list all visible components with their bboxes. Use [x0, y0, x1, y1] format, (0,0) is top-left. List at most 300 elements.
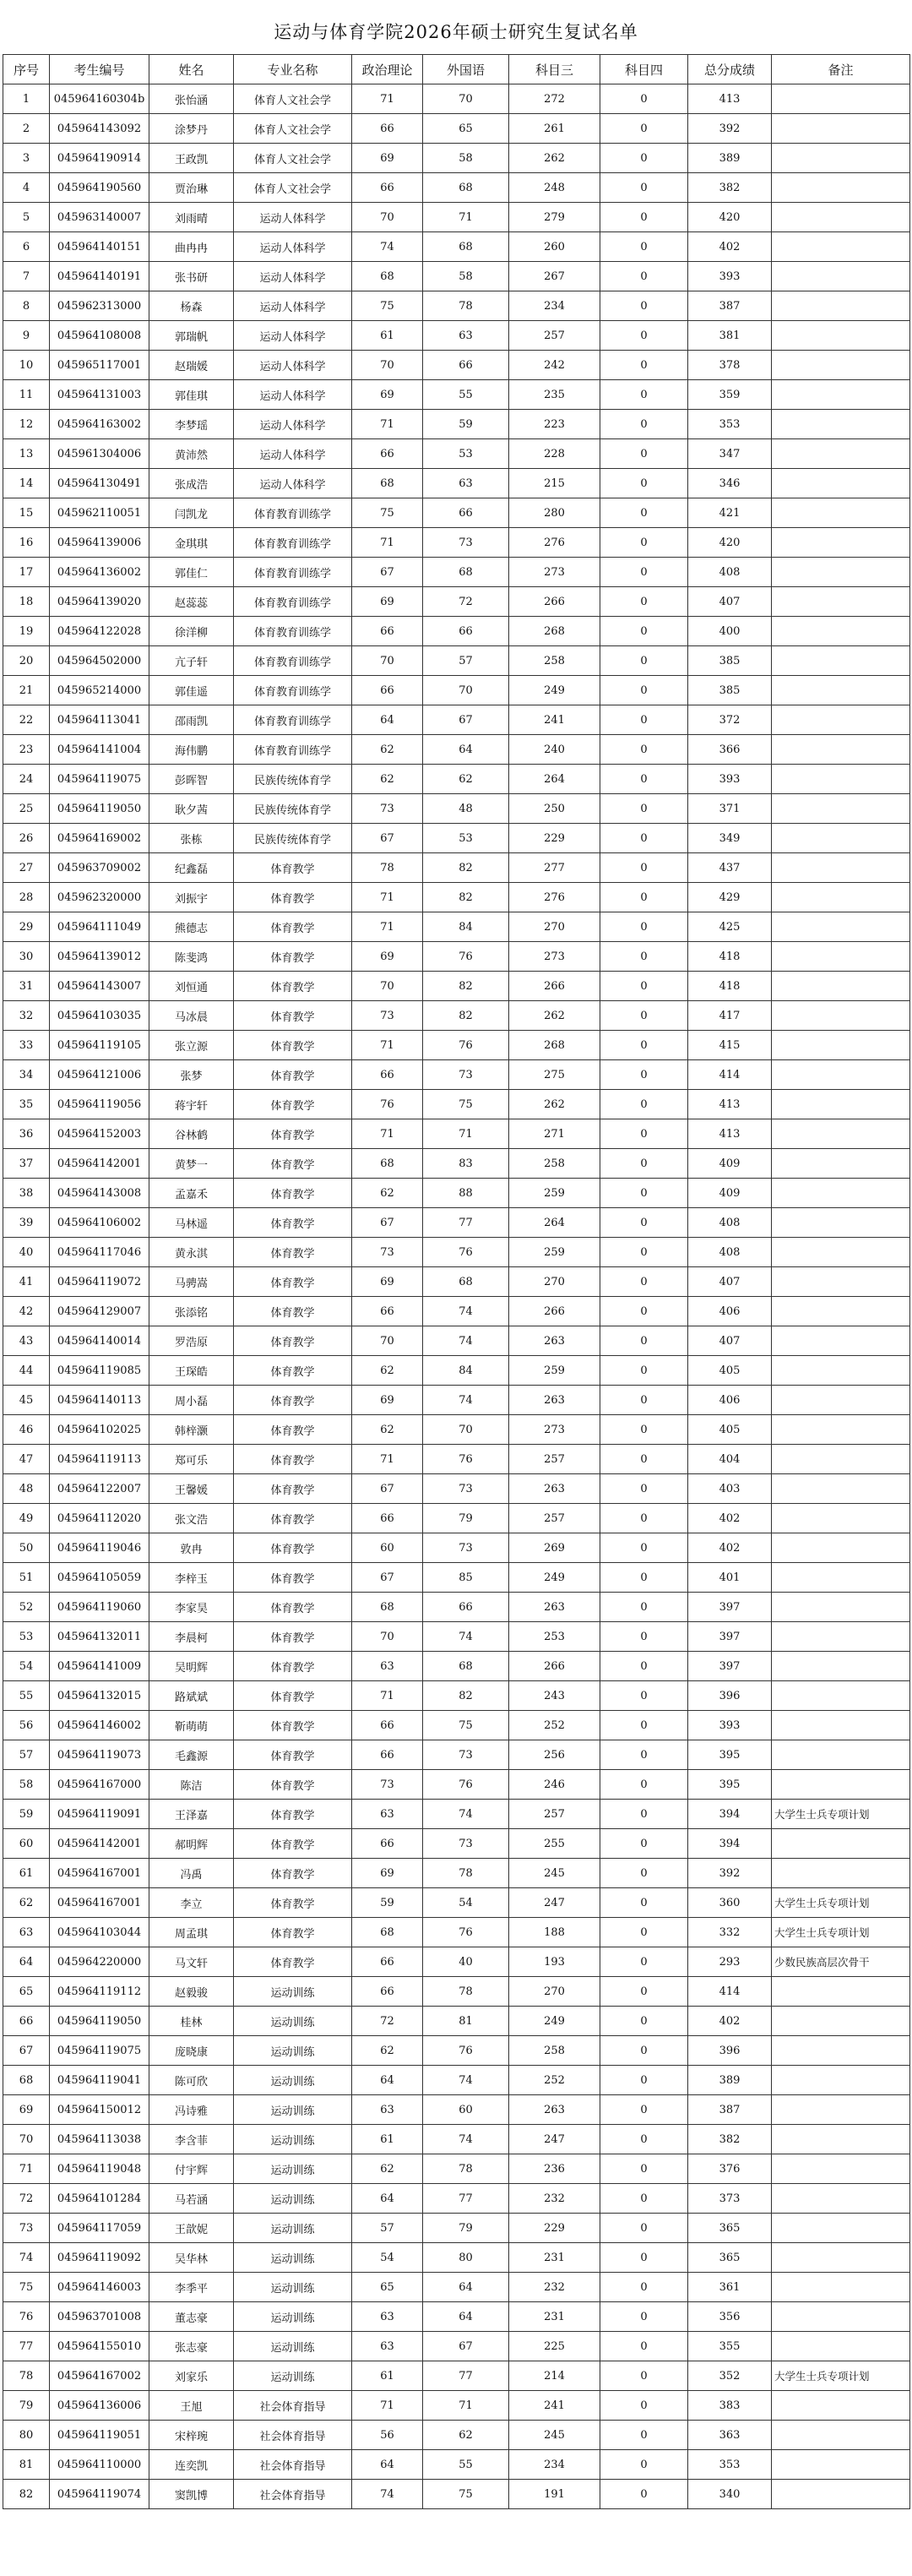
- subject-four-score: 0: [600, 617, 688, 646]
- major: 民族传统体育学: [234, 824, 352, 853]
- remarks: [772, 824, 910, 853]
- remarks: [772, 1770, 910, 1800]
- table-row: [3, 2302, 910, 2332]
- remarks: [772, 794, 910, 824]
- foreign-language-score: 85: [423, 1563, 509, 1593]
- table-row: [3, 617, 910, 646]
- politics-score: 62: [352, 2036, 423, 2066]
- total-score: 394: [688, 1829, 772, 1859]
- major: 运动人体科学: [234, 469, 352, 498]
- major: 运动训练: [234, 2066, 352, 2095]
- foreign-language-score: 84: [423, 1356, 509, 1386]
- exam-id: 045964143092: [50, 114, 149, 144]
- total-score: 437: [688, 853, 772, 883]
- candidate-name: 敦冉: [149, 1533, 234, 1563]
- total-score: 346: [688, 469, 772, 498]
- subject-three-score: 264: [509, 765, 600, 794]
- total-score: 406: [688, 1386, 772, 1415]
- candidate-name: 吴华林: [149, 2243, 234, 2273]
- major: 运动训练: [234, 1977, 352, 2007]
- table-row: [3, 1326, 910, 1356]
- row-number: 55: [3, 1681, 50, 1711]
- politics-score: 69: [352, 1386, 423, 1415]
- row-number: 52: [3, 1593, 50, 1622]
- politics-score: 69: [352, 1859, 423, 1888]
- subject-four-score: 0: [600, 144, 688, 173]
- foreign-language-score: 70: [423, 84, 509, 114]
- exam-id: 045964113041: [50, 705, 149, 735]
- foreign-language-score: 82: [423, 1681, 509, 1711]
- candidate-name: 纪鑫磊: [149, 853, 234, 883]
- remarks: [772, 1149, 910, 1179]
- exam-id: 045964146003: [50, 2273, 149, 2302]
- subject-three-score: 229: [509, 824, 600, 853]
- major: 运动训练: [234, 2036, 352, 2066]
- table-row: [3, 144, 910, 173]
- table-row: [3, 1238, 910, 1267]
- subject-four-score: 0: [600, 410, 688, 439]
- foreign-language-score: 71: [423, 2391, 509, 2421]
- major: 体育教学: [234, 1800, 352, 1829]
- foreign-language-score: 64: [423, 2273, 509, 2302]
- candidate-name: 周孟琪: [149, 1918, 234, 1947]
- candidate-name: 赵蕊蕊: [149, 587, 234, 617]
- candidate-name: 海伟鹏: [149, 735, 234, 765]
- politics-score: 73: [352, 1770, 423, 1800]
- candidate-name: 张成浩: [149, 469, 234, 498]
- column-header: 序号: [3, 55, 50, 84]
- remarks: [772, 232, 910, 262]
- remarks: [772, 676, 910, 705]
- subject-four-score: 0: [600, 794, 688, 824]
- candidate-name: 刘恒通: [149, 972, 234, 1001]
- major: 运动人体科学: [234, 232, 352, 262]
- major: 体育教学: [234, 1740, 352, 1770]
- remarks: [772, 1504, 910, 1533]
- exam-id: 045964167000: [50, 1770, 149, 1800]
- row-number: 24: [3, 765, 50, 794]
- total-score: 340: [688, 2480, 772, 2509]
- candidate-name: 周小磊: [149, 1386, 234, 1415]
- total-score: 385: [688, 676, 772, 705]
- major: 体育教学: [234, 1652, 352, 1681]
- table-row: [3, 232, 910, 262]
- remarks: [772, 498, 910, 528]
- exam-id: 045964122007: [50, 1474, 149, 1504]
- exam-id: 045964121006: [50, 1060, 149, 1090]
- row-number: 62: [3, 1888, 50, 1918]
- total-score: 359: [688, 380, 772, 410]
- total-score: 366: [688, 735, 772, 765]
- candidate-name: 桂林: [149, 2007, 234, 2036]
- foreign-language-score: 68: [423, 558, 509, 587]
- foreign-language-score: 74: [423, 2125, 509, 2154]
- subject-three-score: 223: [509, 410, 600, 439]
- exam-id: 045963140007: [50, 203, 149, 232]
- major: 运动训练: [234, 2302, 352, 2332]
- total-score: 394: [688, 1800, 772, 1829]
- candidate-name: 宋梓琬: [149, 2421, 234, 2450]
- row-number: 75: [3, 2273, 50, 2302]
- subject-three-score: 264: [509, 1208, 600, 1238]
- total-score: 332: [688, 1918, 772, 1947]
- page-title: 运动与体育学院2026年硕士研究生复试名单: [274, 22, 638, 42]
- remarks: [772, 853, 910, 883]
- remarks: [772, 2184, 910, 2214]
- foreign-language-score: 74: [423, 2066, 509, 2095]
- remarks: [772, 410, 910, 439]
- table-body: [3, 84, 910, 2509]
- row-number: 22: [3, 705, 50, 735]
- politics-score: 71: [352, 1445, 423, 1474]
- subject-three-score: 255: [509, 1829, 600, 1859]
- candidate-name: 张书研: [149, 262, 234, 291]
- candidate-name: 张立源: [149, 1031, 234, 1060]
- subject-three-score: 262: [509, 144, 600, 173]
- subject-three-score: 267: [509, 262, 600, 291]
- remarks: [772, 1267, 910, 1297]
- exam-id: 045964101284: [50, 2184, 149, 2214]
- row-number: 28: [3, 883, 50, 912]
- row-number: 7: [3, 262, 50, 291]
- subject-four-score: 0: [600, 1149, 688, 1179]
- subject-three-score: 225: [509, 2332, 600, 2361]
- exam-id: 045961304006: [50, 439, 149, 469]
- subject-three-score: 263: [509, 1386, 600, 1415]
- remarks: [772, 1533, 910, 1563]
- table-row: [3, 2421, 910, 2450]
- major: 体育人文社会学: [234, 114, 352, 144]
- exam-id: 045964119091: [50, 1800, 149, 1829]
- remarks: [772, 558, 910, 587]
- politics-score: 74: [352, 2480, 423, 2509]
- remarks: [772, 1593, 910, 1622]
- row-number: 58: [3, 1770, 50, 1800]
- subject-three-score: 270: [509, 1977, 600, 2007]
- table-row: [3, 824, 910, 853]
- total-score: 408: [688, 558, 772, 587]
- row-number: 69: [3, 2095, 50, 2125]
- foreign-language-score: 79: [423, 2214, 509, 2243]
- subject-four-score: 0: [600, 1681, 688, 1711]
- exam-id: 045964122028: [50, 617, 149, 646]
- subject-four-score: 0: [600, 1267, 688, 1297]
- exam-id: 045962320000: [50, 883, 149, 912]
- exam-id: 045965214000: [50, 676, 149, 705]
- candidate-name: 谷林鹤: [149, 1119, 234, 1149]
- total-score: 405: [688, 1356, 772, 1386]
- total-score: 421: [688, 498, 772, 528]
- total-score: 383: [688, 2391, 772, 2421]
- subject-four-score: 0: [600, 2154, 688, 2184]
- foreign-language-score: 82: [423, 972, 509, 1001]
- row-number: 11: [3, 380, 50, 410]
- subject-four-score: 0: [600, 1533, 688, 1563]
- politics-score: 71: [352, 912, 423, 942]
- foreign-language-score: 74: [423, 1386, 509, 1415]
- politics-score: 64: [352, 2066, 423, 2095]
- subject-three-score: 275: [509, 1060, 600, 1090]
- row-number: 68: [3, 2066, 50, 2095]
- subject-three-score: 193: [509, 1947, 600, 1977]
- table-row: [3, 321, 910, 351]
- candidate-name: 李梓玉: [149, 1563, 234, 1593]
- table-row: [3, 1119, 910, 1149]
- major: 体育教学: [234, 1001, 352, 1031]
- table-row: [3, 1829, 910, 1859]
- major: 体育教学: [234, 1149, 352, 1179]
- foreign-language-score: 78: [423, 1859, 509, 1888]
- remarks: [772, 1356, 910, 1386]
- candidate-name: 陈斐鸿: [149, 942, 234, 972]
- candidate-name: 靳萌萌: [149, 1711, 234, 1740]
- foreign-language-score: 82: [423, 853, 509, 883]
- row-number: 5: [3, 203, 50, 232]
- candidate-name: 张文浩: [149, 1504, 234, 1533]
- foreign-language-score: 73: [423, 528, 509, 558]
- candidate-name: 黄永淇: [149, 1238, 234, 1267]
- candidate-name: 闫凯龙: [149, 498, 234, 528]
- exam-id: 045964110000: [50, 2450, 149, 2480]
- table-row: [3, 1888, 910, 1918]
- subject-three-score: 273: [509, 1415, 600, 1445]
- remarks: [772, 173, 910, 203]
- remarks: 大学生士兵专项计划: [772, 2361, 910, 2391]
- subject-four-score: 0: [600, 1593, 688, 1622]
- foreign-language-score: 67: [423, 2332, 509, 2361]
- major: 体育教学: [234, 1859, 352, 1888]
- total-score: 356: [688, 2302, 772, 2332]
- politics-score: 66: [352, 439, 423, 469]
- exam-id: 045964139012: [50, 942, 149, 972]
- column-header: 姓名: [149, 55, 234, 84]
- subject-four-score: 0: [600, 2421, 688, 2450]
- remarks: [772, 1445, 910, 1474]
- major: 体育教学: [234, 1179, 352, 1208]
- row-number: 71: [3, 2154, 50, 2184]
- subject-four-score: 0: [600, 114, 688, 144]
- remarks: [772, 1090, 910, 1119]
- table-row: [3, 1386, 910, 1415]
- foreign-language-score: 83: [423, 1149, 509, 1179]
- remarks: [772, 1386, 910, 1415]
- exam-id: 045964139020: [50, 587, 149, 617]
- foreign-language-score: 58: [423, 262, 509, 291]
- remarks: [772, 1829, 910, 1859]
- subject-three-score: 252: [509, 1711, 600, 1740]
- politics-score: 68: [352, 1149, 423, 1179]
- total-score: 409: [688, 1149, 772, 1179]
- exam-id: 045964129007: [50, 1297, 149, 1326]
- row-number: 25: [3, 794, 50, 824]
- remarks: [772, 2154, 910, 2184]
- politics-score: 62: [352, 1415, 423, 1445]
- remarks: 大学生士兵专项计划: [772, 1800, 910, 1829]
- candidate-name: 刘振宇: [149, 883, 234, 912]
- row-number: 8: [3, 291, 50, 321]
- subject-three-score: 234: [509, 291, 600, 321]
- major: 体育教学: [234, 1445, 352, 1474]
- politics-score: 61: [352, 2361, 423, 2391]
- table-row: [3, 912, 910, 942]
- foreign-language-score: 82: [423, 883, 509, 912]
- subject-three-score: 240: [509, 735, 600, 765]
- foreign-language-score: 66: [423, 498, 509, 528]
- exam-id: 045964119112: [50, 1977, 149, 2007]
- exam-id: 045964108008: [50, 321, 149, 351]
- remarks: [772, 2066, 910, 2095]
- foreign-language-score: 58: [423, 144, 509, 173]
- candidate-name: 张栋: [149, 824, 234, 853]
- remarks: [772, 2125, 910, 2154]
- exam-id: 045964119050: [50, 794, 149, 824]
- remarks: [772, 883, 910, 912]
- subject-three-score: 257: [509, 1445, 600, 1474]
- candidate-name: 彭晖智: [149, 765, 234, 794]
- subject-four-score: 0: [600, 351, 688, 380]
- politics-score: 69: [352, 144, 423, 173]
- politics-score: 67: [352, 824, 423, 853]
- subject-three-score: 259: [509, 1238, 600, 1267]
- subject-four-score: 0: [600, 1652, 688, 1681]
- table-row: [3, 262, 910, 291]
- row-number: 30: [3, 942, 50, 972]
- total-score: 396: [688, 2036, 772, 2066]
- subject-four-score: 0: [600, 1326, 688, 1356]
- major: 运动人体科学: [234, 410, 352, 439]
- candidate-name: 王馨媛: [149, 1474, 234, 1504]
- subject-four-score: 0: [600, 735, 688, 765]
- exam-id: 045964160304b: [50, 84, 149, 114]
- subject-four-score: 0: [600, 498, 688, 528]
- table-row: [3, 1031, 910, 1060]
- total-score: 353: [688, 2450, 772, 2480]
- total-score: 361: [688, 2273, 772, 2302]
- major: 体育教学: [234, 1504, 352, 1533]
- table-row: [3, 1681, 910, 1711]
- subject-four-score: 0: [600, 2450, 688, 2480]
- subject-four-score: 0: [600, 203, 688, 232]
- row-number: 79: [3, 2391, 50, 2421]
- remarks: [772, 646, 910, 676]
- foreign-language-score: 64: [423, 735, 509, 765]
- remarks: [772, 1740, 910, 1770]
- subject-four-score: 0: [600, 2361, 688, 2391]
- politics-score: 66: [352, 1297, 423, 1326]
- table-row: [3, 558, 910, 587]
- exam-id: 045964136006: [50, 2391, 149, 2421]
- politics-score: 71: [352, 84, 423, 114]
- exam-id: 045964117059: [50, 2214, 149, 2243]
- subject-three-score: 241: [509, 705, 600, 735]
- candidate-name: 曲冉冉: [149, 232, 234, 262]
- table-row: [3, 2007, 910, 2036]
- row-number: 67: [3, 2036, 50, 2066]
- subject-three-score: 257: [509, 1504, 600, 1533]
- row-number: 45: [3, 1386, 50, 1415]
- row-number: 26: [3, 824, 50, 853]
- row-number: 38: [3, 1179, 50, 1208]
- table-row: [3, 498, 910, 528]
- subject-three-score: 266: [509, 1652, 600, 1681]
- table-row: [3, 2154, 910, 2184]
- subject-three-score: 228: [509, 439, 600, 469]
- foreign-language-score: 75: [423, 1090, 509, 1119]
- foreign-language-score: 53: [423, 824, 509, 853]
- row-number: 15: [3, 498, 50, 528]
- row-number: 76: [3, 2302, 50, 2332]
- table-row: [3, 84, 910, 114]
- table-row: [3, 1474, 910, 1504]
- candidate-name: 马文轩: [149, 1947, 234, 1977]
- politics-score: 66: [352, 1060, 423, 1090]
- candidate-name: 贾治琳: [149, 173, 234, 203]
- politics-score: 71: [352, 2391, 423, 2421]
- major: 社会体育指导: [234, 2450, 352, 2480]
- subject-four-score: 0: [600, 2391, 688, 2421]
- exam-id: 045962110051: [50, 498, 149, 528]
- foreign-language-score: 73: [423, 1060, 509, 1090]
- major: 运动训练: [234, 2154, 352, 2184]
- major: 运动人体科学: [234, 291, 352, 321]
- politics-score: 70: [352, 203, 423, 232]
- table-row: [3, 1060, 910, 1090]
- table-row: [3, 2450, 910, 2480]
- politics-score: 66: [352, 114, 423, 144]
- foreign-language-score: 76: [423, 1445, 509, 1474]
- subject-three-score: 262: [509, 1090, 600, 1119]
- subject-four-score: 0: [600, 2095, 688, 2125]
- total-score: 363: [688, 2421, 772, 2450]
- subject-four-score: 0: [600, 1060, 688, 1090]
- major: 运动训练: [234, 2007, 352, 2036]
- table-row: [3, 528, 910, 558]
- subject-three-score: 246: [509, 1770, 600, 1800]
- subject-three-score: 242: [509, 351, 600, 380]
- total-score: 418: [688, 972, 772, 1001]
- politics-score: 67: [352, 1208, 423, 1238]
- exam-id: 045964119075: [50, 765, 149, 794]
- exam-id: 045964103035: [50, 1001, 149, 1031]
- exam-id: 045964139006: [50, 528, 149, 558]
- foreign-language-score: 68: [423, 1652, 509, 1681]
- subject-three-score: 262: [509, 1001, 600, 1031]
- remarks: [772, 1977, 910, 2007]
- table-row: [3, 1267, 910, 1297]
- subject-three-score: 232: [509, 2184, 600, 2214]
- candidate-name: 陈洁: [149, 1770, 234, 1800]
- foreign-language-score: 48: [423, 794, 509, 824]
- column-header: 科目三: [509, 55, 600, 84]
- candidate-name: 黄梦一: [149, 1149, 234, 1179]
- candidate-name: 张添铭: [149, 1297, 234, 1326]
- total-score: 420: [688, 528, 772, 558]
- foreign-language-score: 70: [423, 676, 509, 705]
- table-row: [3, 2273, 910, 2302]
- subject-four-score: 0: [600, 1711, 688, 1740]
- remarks: [772, 262, 910, 291]
- remarks: [772, 2243, 910, 2273]
- foreign-language-score: 71: [423, 1119, 509, 1149]
- row-number: 70: [3, 2125, 50, 2154]
- politics-score: 69: [352, 942, 423, 972]
- major: 体育教学: [234, 1326, 352, 1356]
- candidate-name: 金琪琪: [149, 528, 234, 558]
- row-number: 33: [3, 1031, 50, 1060]
- table-row: [3, 765, 910, 794]
- row-number: 63: [3, 1918, 50, 1947]
- foreign-language-score: 78: [423, 2154, 509, 2184]
